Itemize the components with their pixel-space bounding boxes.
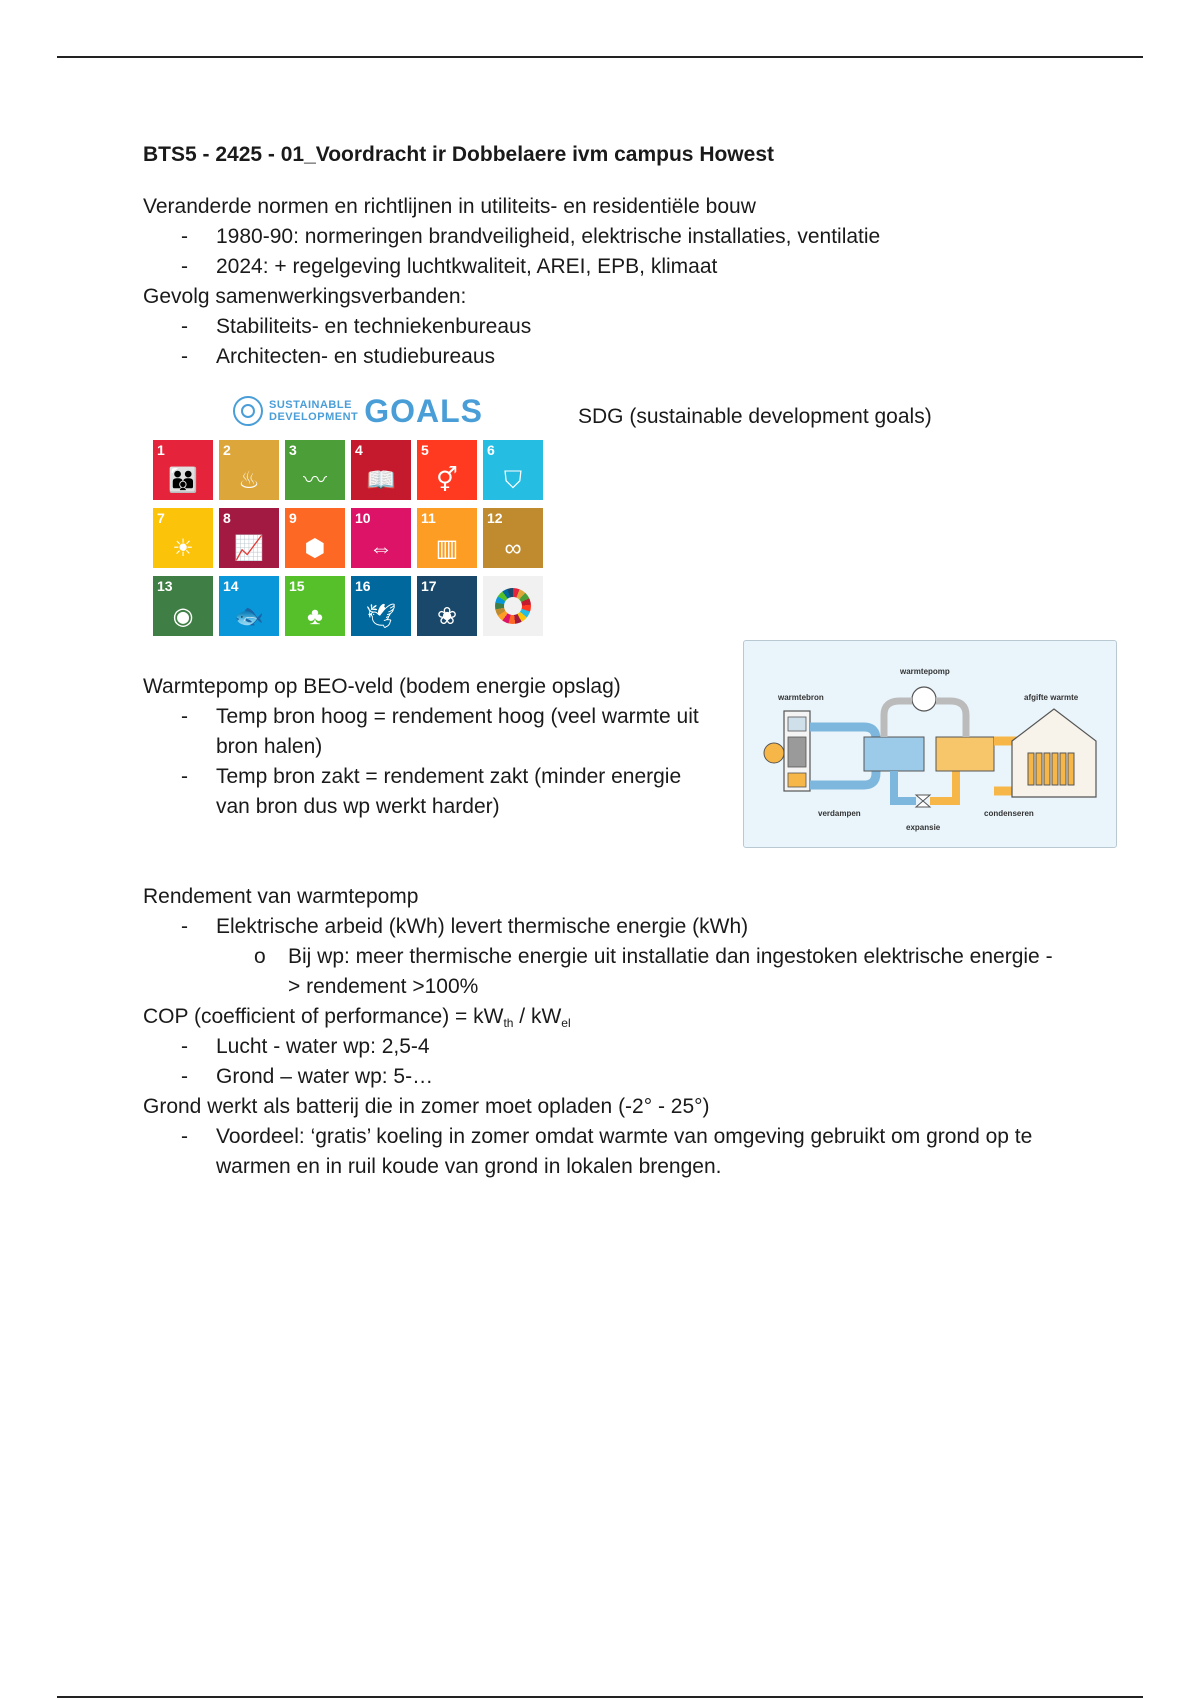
document-body xyxy=(143,140,1079,1182)
sdg-tile-17 xyxy=(417,576,477,636)
heartbeat-icon: 〰 xyxy=(303,467,327,494)
sdg-tile-15 xyxy=(285,576,345,636)
label-evaporate: verdampen xyxy=(818,809,861,818)
cop-sub-el: el xyxy=(561,1016,571,1030)
label-condense: condenseren xyxy=(984,809,1034,818)
sdg-tile-grid xyxy=(153,440,543,636)
efficiency-sublist xyxy=(216,942,1063,1002)
heatpump-list xyxy=(143,702,713,822)
sdg-tile-1 xyxy=(153,440,213,500)
sub-list-item: o Bij wp: meer thermische energie uit installatie dan ingestoken elektrische energie -> rendement >100% xyxy=(216,942,1063,1002)
efficiency-list xyxy=(143,912,1063,1002)
document-title: BTS5 - 2425 - 01_Voordracht ir Dobbelaere ivm campus Howest xyxy=(143,143,774,166)
sdg-tile-number: 5 xyxy=(421,442,429,458)
sdg-tile-8 xyxy=(219,508,279,568)
eye-globe-icon: ◉ xyxy=(172,603,194,630)
cubes-icon: ⬢ xyxy=(304,535,326,562)
sdg-logo-small-text xyxy=(269,399,358,423)
sdg-tile-number: 6 xyxy=(487,442,495,458)
sdg-tile-4 xyxy=(351,440,411,500)
list-item: - Stabiliteits- en techniekenbureaus xyxy=(143,312,1063,342)
book-icon: 📖 xyxy=(366,467,396,494)
sdg-logo-line-2: DEVELOPMENT xyxy=(269,411,359,423)
sdg-tile-11 xyxy=(417,508,477,568)
sdg-tile-10 xyxy=(351,508,411,568)
growth-chart-icon: 📈 xyxy=(234,535,264,562)
section-heading-efficiency: Rendement van warmtepomp xyxy=(143,885,419,908)
sdg-tile-number: 13 xyxy=(157,578,173,594)
sdg-logo-line-1: SUSTAINABLE xyxy=(269,399,352,411)
list-item: - Temp bron hoog = rendement hoog (veel warmte uit bron halen) xyxy=(143,702,713,762)
list-item: - 1980-90: normeringen brandveiligheid, elektrische installaties, ventilatie xyxy=(143,222,1063,252)
sdg-tile-5 xyxy=(417,440,477,500)
label-output: afgifte warmte xyxy=(1024,693,1079,702)
sdg-tile-number: 10 xyxy=(355,510,371,526)
sdg-tile-9 xyxy=(285,508,345,568)
heatpump-diagram xyxy=(743,640,1117,848)
water-icon: ⛉ xyxy=(504,467,522,494)
infinity-icon: ∞ xyxy=(504,535,522,562)
header-rule xyxy=(57,56,1143,58)
flower-icon: ❀ xyxy=(436,603,458,630)
sdg-tile-16 xyxy=(351,576,411,636)
cop-list xyxy=(143,1032,1063,1092)
section-heading-norms: Veranderde normen en richtlijnen in utiliteits- en residentiële bouw xyxy=(143,195,756,218)
tree-icon: ♣ xyxy=(307,603,323,630)
list-item xyxy=(143,912,1063,1002)
cop-formula xyxy=(143,1002,1063,1032)
sdg-tile-number: 8 xyxy=(223,510,231,526)
footer-rule xyxy=(57,1696,1143,1698)
cop-sub-th: th xyxy=(503,1016,514,1030)
list-item: - Temp bron zakt = rendement zakt (minder energie van bron dus wp werkt harder) xyxy=(143,762,713,822)
section-heading-battery: Grond werkt als batterij die in zomer moet opladen (-2° - 25°) xyxy=(143,1095,710,1118)
sdg-tile-14 xyxy=(219,576,279,636)
label-expansion: expansie xyxy=(906,823,941,832)
list-item: - Grond – water wp: 5-… xyxy=(143,1062,1063,1092)
sdg-tile-number: 17 xyxy=(421,578,437,594)
sdg-tile-13 xyxy=(153,576,213,636)
equality-icon: ⇔ xyxy=(369,535,393,562)
sdg-tile-7 xyxy=(153,508,213,568)
list-item: - Architecten- en studiebureaus xyxy=(143,342,1063,372)
fish-icon: 🐟 xyxy=(234,603,264,630)
sdg-tile-3 xyxy=(285,440,345,500)
heatpump-text xyxy=(143,672,713,822)
sdg-section xyxy=(143,392,1063,672)
heatpump-section xyxy=(143,667,1079,858)
list-item: - 2024: + regelgeving luchtkwaliteit, AREI, EPB, klimaat xyxy=(143,252,1063,282)
sdg-logo xyxy=(233,394,483,428)
sdg-tile-number: 4 xyxy=(355,442,363,458)
sdg-tile-number: 7 xyxy=(157,510,165,526)
section-heading-cooperation: Gevolg samenwerkingsverbanden: xyxy=(143,285,467,308)
city-icon: ▥ xyxy=(435,535,459,562)
list-item-text: Elektrische arbeid (kWh) levert thermische energie (kWh) xyxy=(216,915,749,938)
people-icon: 👪 xyxy=(168,467,198,494)
spacer xyxy=(143,858,1063,882)
sdg-tile-number: 11 xyxy=(421,510,436,526)
sdg-tile-6 xyxy=(483,440,543,500)
cop-prefix: COP (coefficient of performance) = kW xyxy=(143,1005,504,1028)
sdg-figure xyxy=(153,392,553,647)
gender-icon: ⚥ xyxy=(436,467,458,494)
norms-list xyxy=(143,222,1063,282)
sdg-tile-12 xyxy=(483,508,543,568)
sdg-wheel-icon xyxy=(483,576,543,636)
sdg-wheel-ring xyxy=(495,588,531,624)
sdg-tile-number: 14 xyxy=(223,578,239,594)
sun-icon: ☀ xyxy=(172,535,194,562)
sdg-tile-number: 9 xyxy=(289,510,297,526)
battery-list xyxy=(143,1122,1063,1182)
sdg-caption: SDG (sustainable development goals) xyxy=(578,405,932,428)
dove-icon: 🕊 xyxy=(365,603,397,630)
cooperation-list xyxy=(143,312,1063,372)
cop-mid: / kW xyxy=(513,1005,562,1028)
label-pump: warmtepomp xyxy=(900,667,950,676)
sdg-logo-goals: GOALS xyxy=(364,393,484,429)
section-heading-heatpump: Warmtepomp op BEO-veld (bodem energie opslag) xyxy=(143,675,621,698)
sdg-tile-number: 12 xyxy=(487,510,503,526)
list-item: - Voordeel: ‘gratis’ koeling in zomer omdat warmte van omgeving gebruikt om grond op te warmen en in ruil koude van grond in lokalen brengen. xyxy=(143,1122,1063,1182)
bowl-icon: ♨ xyxy=(238,467,260,494)
sdg-tile-number: 15 xyxy=(289,578,305,594)
sdg-tile-2 xyxy=(219,440,279,500)
sdg-tile-number: 3 xyxy=(289,442,297,458)
sdg-tile-number: 16 xyxy=(355,578,371,594)
un-emblem-icon xyxy=(233,396,263,426)
sdg-tile-number: 1 xyxy=(157,442,165,458)
list-item: - Lucht - water wp: 2,5-4 xyxy=(143,1032,1063,1062)
sdg-tile-number: 2 xyxy=(223,442,231,458)
label-source: warmtebron xyxy=(778,693,824,702)
